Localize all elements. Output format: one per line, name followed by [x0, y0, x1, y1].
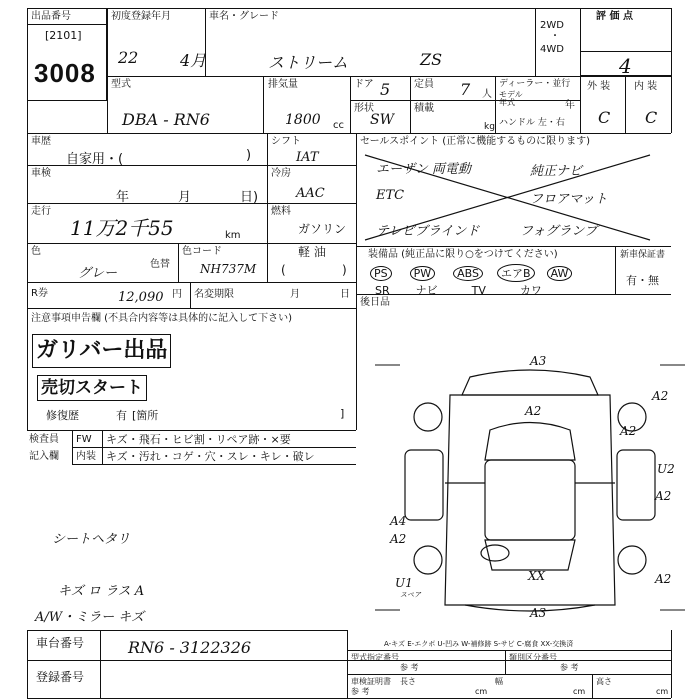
load-label: 積載 — [414, 103, 434, 114]
mark-spare: スペア — [400, 591, 421, 599]
car-name-label: 車名・グレード — [209, 11, 279, 22]
reg-label: 登録番号 — [36, 670, 85, 684]
width-label: 幅 — [495, 677, 503, 686]
exterior-label: 外 装 — [587, 81, 611, 92]
name-change-day: 日 — [340, 289, 350, 300]
selling-point-3: ETC — [376, 188, 405, 203]
lot-label: 出品番号 — [31, 11, 71, 22]
mark-a2-rear-right: A2 — [655, 489, 672, 503]
class-ref: 参 考 — [560, 663, 579, 672]
car-diagram — [370, 355, 690, 620]
fuel-other-open: ( — [281, 263, 286, 277]
exterior-grade: C — [598, 108, 611, 127]
drive-dot: ・ — [550, 31, 560, 42]
grade: ZS — [420, 50, 443, 69]
mark-u1: U1 — [395, 576, 413, 590]
first-reg-month: 4月 — [180, 51, 207, 70]
ac-label: 冷房 — [271, 168, 291, 179]
mark-u2-side: U2 — [657, 462, 675, 476]
model-year-label: モデル年式 — [499, 90, 523, 107]
stamp-gulliver: ガリバー出品 — [32, 334, 171, 368]
capacity: 7 — [460, 80, 471, 99]
name-change-label: 名変期限 — [194, 289, 234, 300]
selling-point-1: エーザン 両電動 — [376, 162, 471, 177]
mileage-label: 走行 — [31, 206, 51, 217]
cert-label: 車検証明書 — [351, 677, 391, 686]
equip-abs: ABS — [453, 266, 483, 281]
doors: 5 — [380, 80, 391, 99]
repair-place-close: ] — [340, 407, 345, 420]
equip-tv: TV — [471, 284, 486, 297]
mark-a2-bottom-right: A2 — [655, 572, 672, 586]
color-change-label: 色替 — [150, 259, 170, 270]
height-unit: cm — [656, 687, 669, 696]
type-designation-ref: 参 考 — [400, 663, 419, 672]
load-unit: kg — [484, 122, 495, 132]
interior-items: キズ・汚れ・コゲ・穴・スレ・キレ・破レ — [106, 450, 315, 463]
color-value: グレー — [78, 266, 118, 281]
shape: SW — [370, 112, 394, 128]
year-unit: 年 — [565, 100, 575, 111]
warranty-value: 有・無 — [626, 274, 659, 287]
model: DBA - RN6 — [122, 110, 210, 129]
shift-label: シフト — [271, 136, 301, 147]
mark-a2-left: A2 — [390, 532, 407, 546]
fuel-gasoline: ガソリン — [298, 222, 347, 236]
mark-a4-left: A4 — [390, 514, 407, 528]
length-unit: cm — [475, 687, 488, 696]
mark-a3-bottom: A3 — [530, 606, 547, 620]
equip-airbag: エアB — [497, 264, 535, 282]
history-value: 自家用・( — [66, 152, 124, 167]
selling-point-6: フォグランプ — [520, 224, 598, 239]
shape-label: 形状 — [354, 103, 374, 114]
later-items-label: 後日品 — [360, 297, 390, 308]
recycle-unit: 円 — [172, 289, 182, 300]
mark-a2-front-right: A2 — [652, 389, 669, 403]
selling-points-title: セールスポイント (正常に機能するものに限ります) — [360, 136, 591, 147]
equip-aw: AW — [547, 266, 573, 281]
selling-point-4: フロアマット — [530, 192, 608, 207]
class-label: 類別区分番号 — [509, 653, 557, 662]
mark-xx-rear: XX — [528, 569, 546, 583]
lot-number: 3008 — [34, 58, 96, 88]
inspection-month: 月 — [178, 190, 192, 205]
shift-value: IAT — [296, 150, 319, 165]
disp-unit: cc — [333, 120, 344, 131]
door-label: ドア — [354, 79, 374, 90]
model-label: 型式 — [111, 79, 131, 90]
inspector-label: 検査員 — [29, 434, 59, 445]
inspection-year: 年 — [116, 190, 130, 205]
dealer-label: ディーラー・並行 — [499, 79, 571, 89]
car-name: ストリーム — [268, 53, 349, 72]
color-code-label: 色コード — [182, 246, 222, 257]
width-unit: cm — [573, 687, 586, 696]
ac-value: AAC — [296, 186, 325, 201]
score: 4 — [619, 54, 632, 78]
equip-pw: PW — [410, 266, 436, 281]
equipment-title: 装備品 (純正品に限り○をつけてください) — [368, 249, 558, 260]
interior-row-label: 内装 — [76, 451, 96, 462]
repair-value: 有 — [116, 409, 127, 422]
recycle-value: 12,090 — [118, 290, 164, 305]
fw-items: キズ・飛石・ヒビ割・リペア跡・×要 — [106, 433, 291, 446]
name-change-month: 月 — [290, 289, 300, 300]
notes-title: 注意事項申告欄 (不具合内容等は具体的に記入して下さい) — [31, 313, 292, 324]
recycle-label: R券 — [31, 288, 48, 299]
cap-unit: 人 — [482, 89, 492, 100]
interior-grade: C — [645, 108, 658, 127]
repair-place-open: [箇所 — [132, 409, 159, 422]
history-close: ) — [246, 148, 252, 163]
note-seat: シートヘタリ — [52, 532, 131, 547]
repair-label: 修復歴 — [46, 409, 79, 422]
equip-ps: PS — [370, 266, 392, 281]
mark-a2-roof: A2 — [525, 404, 542, 418]
first-reg-label: 初度登録年月 — [111, 11, 171, 22]
first-reg-year: 22 — [118, 48, 139, 67]
fuel-diesel: 軽 油 — [298, 245, 326, 259]
color-label: 色 — [31, 246, 41, 257]
fuel-other-close: ) — [342, 263, 347, 277]
selling-point-2: 純正ナビ — [530, 164, 583, 179]
entry-label: 記入欄 — [29, 451, 59, 462]
lot-code: [2101] — [45, 29, 82, 42]
score-label: 評 価 点 — [596, 11, 633, 22]
note-aw-mirror: A/W・ミラー キズ — [35, 610, 145, 625]
color-code: NH737M — [200, 262, 257, 276]
selling-point-5: テレビブラインド — [376, 224, 480, 239]
mark-a2-door: A2 — [620, 424, 637, 438]
damage-legend: A-キズ E-エクボ U-凹み W-補修跡 S-サビ C-腐食 XX-交換済 — [384, 640, 574, 648]
warranty-label: 新車保証書 — [620, 250, 666, 260]
note-glass: キズ ロ ラス A — [58, 584, 145, 599]
cap-label: 定員 — [414, 79, 434, 90]
equipment-row-2 — [375, 279, 546, 298]
equip-navi: ナビ — [415, 284, 438, 297]
type-designation-label: 型式指定番号 — [351, 653, 399, 662]
displacement: 1800 — [285, 112, 321, 128]
mileage-unit: km — [225, 230, 241, 241]
chassis-label: 車台番号 — [36, 636, 85, 650]
fw-label: FW — [76, 434, 92, 445]
length-label: 長さ — [400, 677, 416, 686]
mark-a3-top: A3 — [530, 355, 547, 368]
drive-4wd: 4WD — [540, 44, 564, 55]
stamp-sell-start: 売切スタート — [37, 375, 147, 401]
fuel-label: 燃料 — [271, 206, 291, 217]
mileage-value: 11万2千55 — [70, 216, 174, 240]
interior-label: 内 装 — [634, 81, 658, 92]
equip-leather: カワ — [519, 284, 542, 297]
handle-label: ハンドル 左・右 — [499, 118, 565, 128]
cert-ref: 参 考 — [351, 687, 370, 696]
drive-2wd: 2WD — [540, 20, 564, 31]
inspection-label: 車検 — [31, 168, 51, 179]
disp-label: 排気量 — [268, 79, 298, 90]
chassis-value: RN6 - 3122326 — [128, 638, 252, 657]
height-label: 高さ — [596, 677, 612, 686]
inspection-day: 日) — [240, 190, 259, 205]
equip-sr: SR — [375, 284, 390, 297]
history-label: 車歴 — [31, 136, 51, 147]
